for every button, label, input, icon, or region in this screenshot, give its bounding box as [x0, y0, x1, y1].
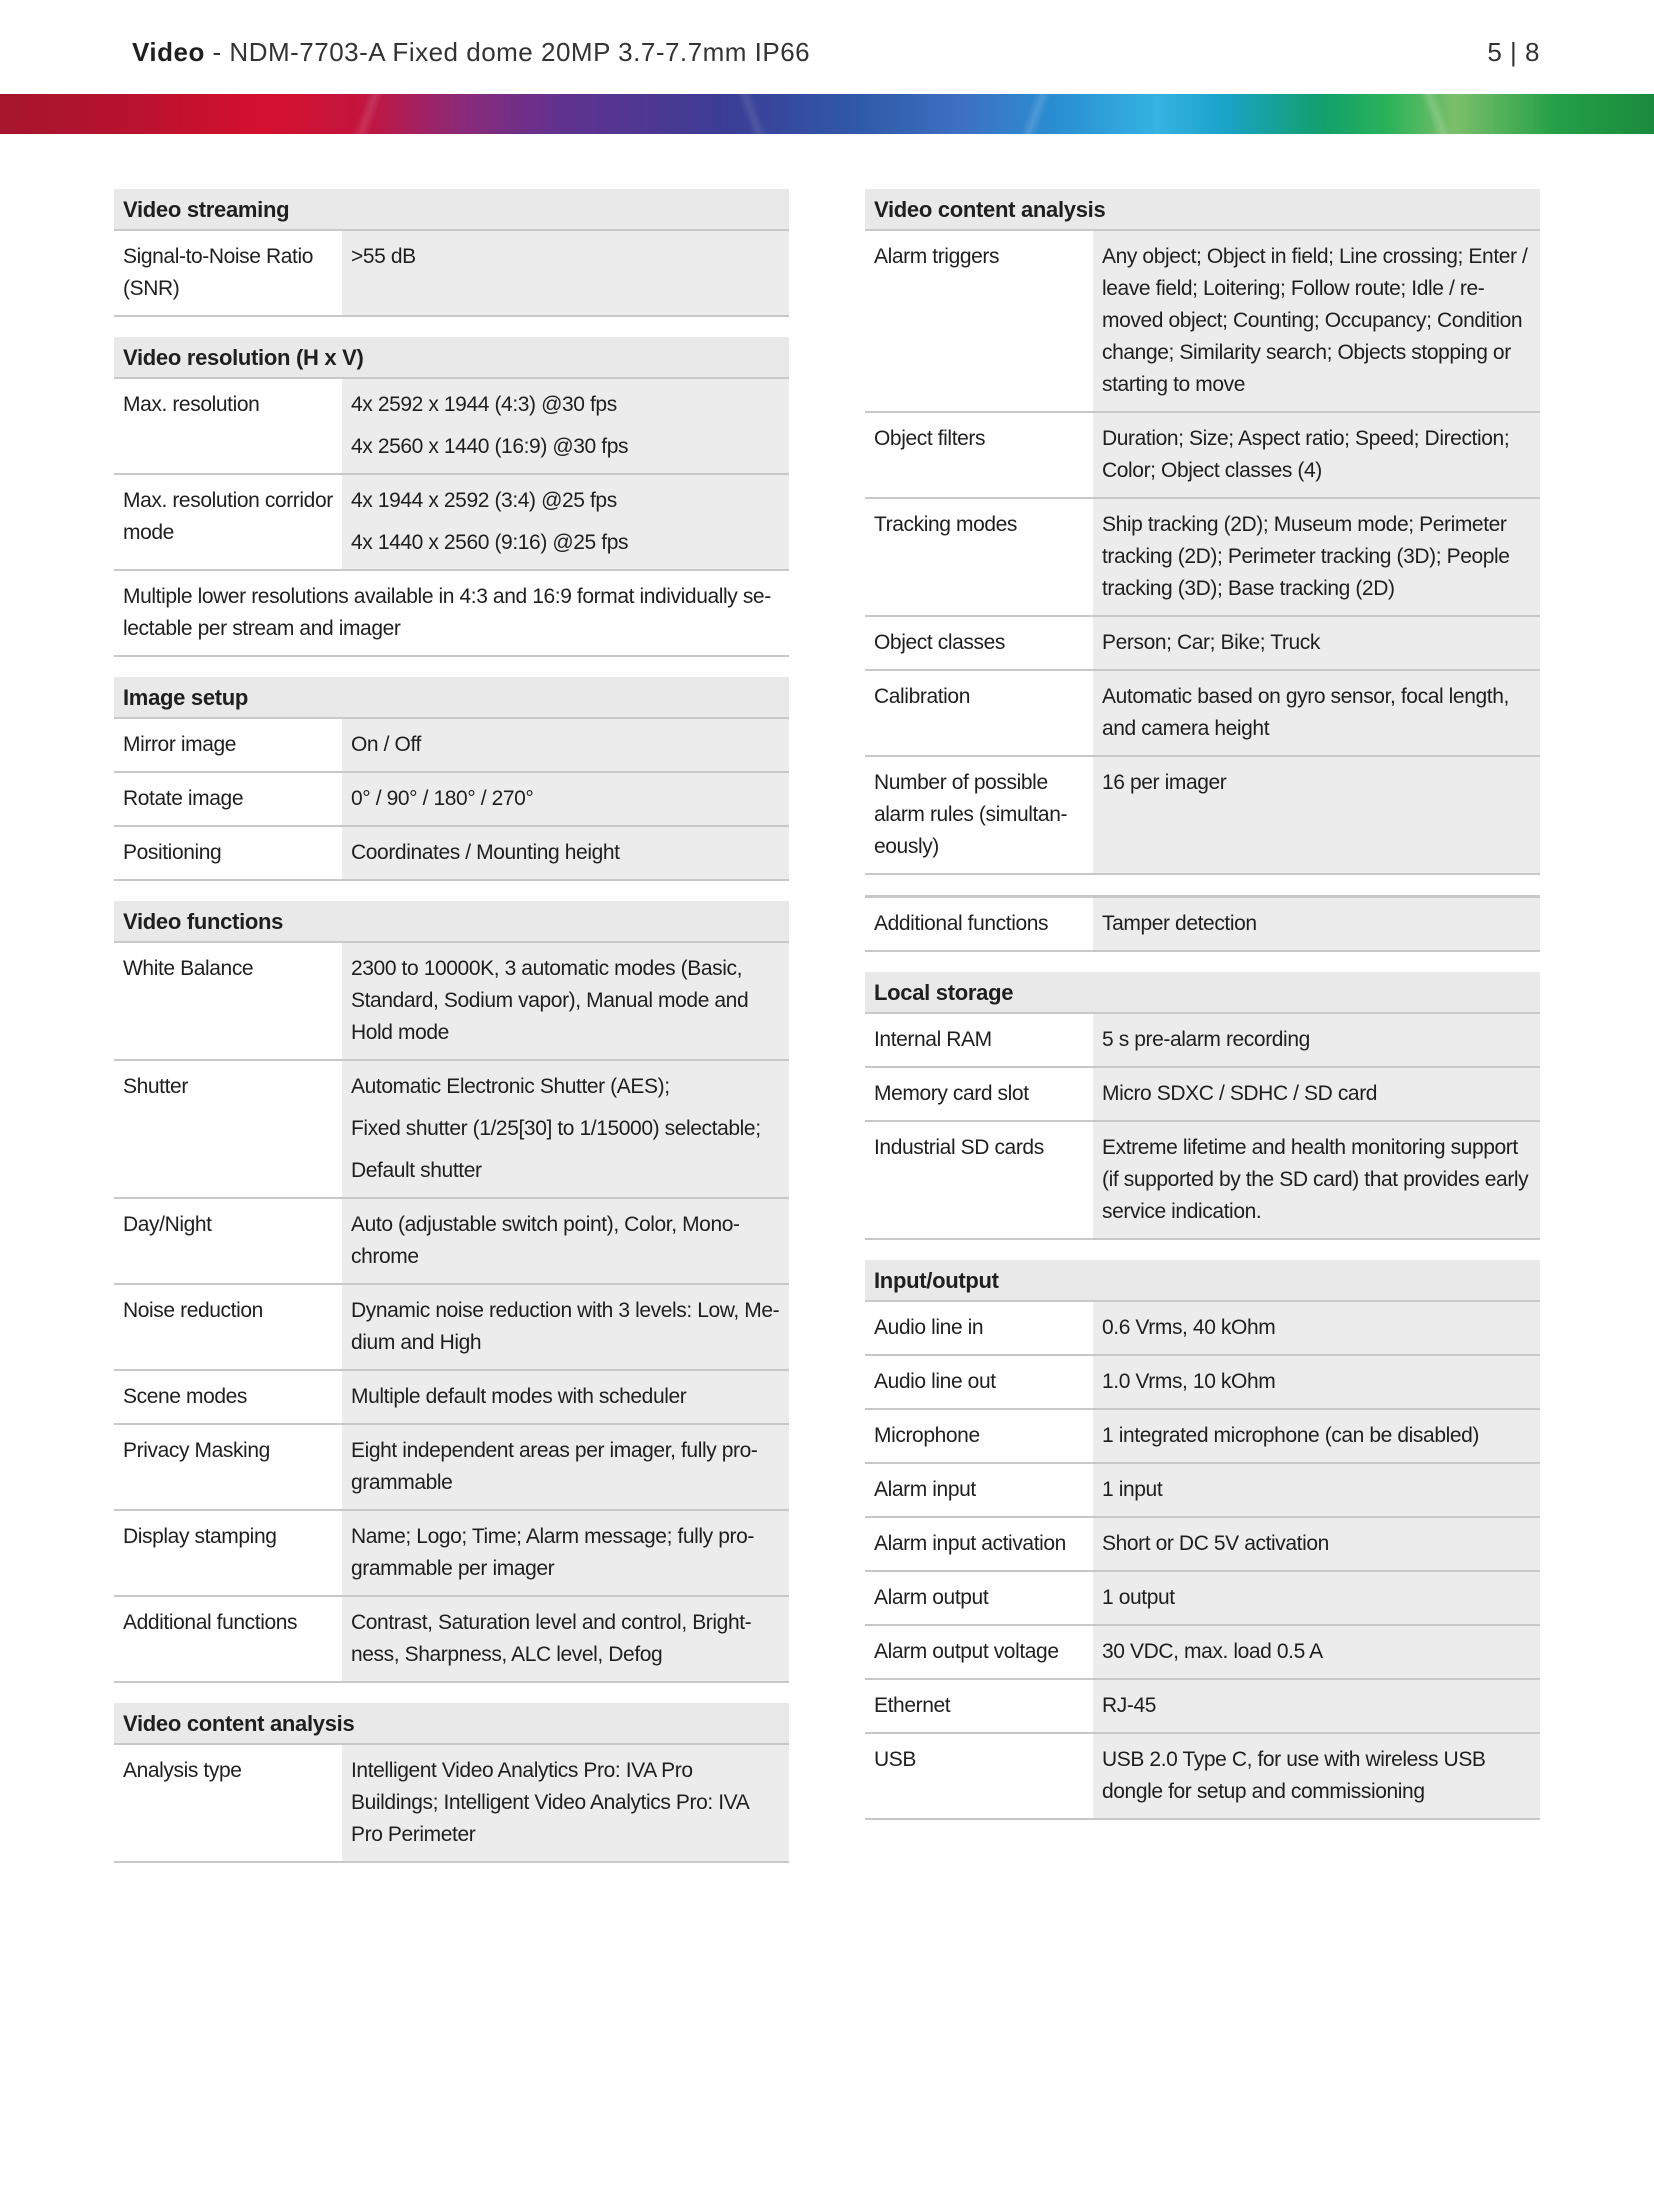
spec-row — [865, 1734, 1540, 1820]
spec-row — [114, 943, 789, 1061]
spec-label: Audio line out — [865, 1356, 1093, 1408]
spec-value — [342, 943, 789, 1059]
page-header — [132, 30, 1540, 74]
spec-value — [1093, 757, 1540, 873]
spec-row — [865, 1410, 1540, 1464]
spec-value-line: 1.0 Vrms, 10 kOhm — [1102, 1370, 1276, 1393]
spec-label: Shutter — [114, 1061, 342, 1197]
spec-value-line: Duration; Size; Aspect ratio; Speed; Direction; Color; Object classes (4) — [1102, 427, 1510, 482]
spec-value-line: On / Off — [351, 733, 421, 756]
spec-row — [114, 1285, 789, 1371]
spec-value-line: 1 output — [1102, 1586, 1175, 1609]
spec-value — [1093, 1068, 1540, 1120]
spec-label: Max. resolution — [114, 379, 342, 473]
spec-row — [865, 1122, 1540, 1240]
spec-value-line: Auto (adjustable switch point), Color, Mono-chrome — [351, 1213, 740, 1268]
spec-section-image-setup — [114, 677, 789, 881]
spec-value — [1093, 1680, 1540, 1732]
spec-row — [114, 773, 789, 827]
spec-value — [342, 827, 789, 879]
spec-label: Positioning — [114, 827, 342, 879]
spec-value-line: Dynamic noise reduction with 3 levels: Low, Me-dium and High — [351, 1299, 780, 1354]
spec-label: Internal RAM — [865, 1014, 1093, 1066]
spec-value — [1093, 413, 1540, 497]
spec-value — [342, 1199, 789, 1283]
section-heading: Video resolution (H x V) — [114, 337, 789, 379]
section-heading: Local storage — [865, 972, 1540, 1014]
title-product-name: - NDM-7703-A Fixed dome 20MP 3.7-7.7mm IP66 — [204, 36, 811, 67]
spec-row — [865, 1626, 1540, 1680]
spec-value — [1093, 499, 1540, 615]
spec-label: Display stamping — [114, 1511, 342, 1595]
spec-row — [865, 1068, 1540, 1122]
spec-label: Calibration — [865, 671, 1093, 755]
spec-value-line: Person; Car; Bike; Truck — [1102, 631, 1320, 654]
spec-label: Microphone — [865, 1410, 1093, 1462]
spec-section-video-streaming — [114, 189, 789, 317]
document-title — [132, 37, 810, 68]
spec-value-line: USB 2.0 Type C, for use with wireless USB dongle for setup and commissioning — [1102, 1748, 1486, 1803]
spec-row — [865, 1302, 1540, 1356]
spec-column-right — [865, 189, 1540, 1840]
spec-label: Memory card slot — [865, 1068, 1093, 1120]
spec-row — [114, 1511, 789, 1597]
spec-value — [342, 1061, 789, 1197]
spec-value-line: Tamper detection — [1102, 912, 1257, 935]
spec-value-line: RJ-45 — [1102, 1694, 1157, 1717]
spec-section-video-content-analysis — [865, 189, 1540, 875]
spec-value-line: 30 VDC, max. load 0.5 A — [1102, 1640, 1323, 1663]
spec-row — [865, 499, 1540, 617]
spec-value — [342, 1371, 789, 1423]
spec-value-line: Any object; Object in field; Line crossing; Enter / leave field; Loitering; Follow route; Idle / re-moved object; Counting; Occupancy; Condition change; Similarity search; Objects stopping or starting to move — [1102, 245, 1528, 396]
spec-row — [114, 1425, 789, 1511]
spec-label: Alarm triggers — [865, 231, 1093, 411]
spec-note-text: Multiple lower resolutions available in 4:3 and 16:9 format individually se-lectable per stream and imager — [114, 571, 789, 655]
spec-value — [342, 1285, 789, 1369]
spec-value-line: Default shutter — [351, 1159, 482, 1182]
spec-label: Mirror image — [114, 719, 342, 771]
page-number: 5 | 8 — [1487, 36, 1540, 67]
spec-label: USB — [865, 1734, 1093, 1818]
spec-section-video-resolution-h-x-v — [114, 337, 789, 657]
spec-label: Tracking modes — [865, 499, 1093, 615]
spec-label: Number of possible alarm rules (simultan-eously) — [865, 757, 1093, 873]
spec-value-line: Name; Logo; Time; Alarm message; fully pro-grammable per imager — [351, 1525, 754, 1580]
spec-value-line: Fixed shutter (1/25[30] to 1/15000) selectable; — [351, 1117, 761, 1140]
spec-value-line: Extreme lifetime and health monitoring support (if supported by the SD card) that provides early service indication. — [1102, 1136, 1529, 1223]
spec-label: White Balance — [114, 943, 342, 1059]
spec-row — [865, 1518, 1540, 1572]
spec-label: Additional functions — [865, 898, 1093, 950]
spec-label: Noise reduction — [114, 1285, 342, 1369]
spec-value — [342, 231, 789, 315]
spec-row — [114, 1745, 789, 1863]
spec-label: Industrial SD cards — [865, 1122, 1093, 1238]
spec-value-line: Contrast, Saturation level and control, Bright-ness, Sharpness, ALC level, Defog — [351, 1611, 752, 1666]
spec-value-line: Ship tracking (2D); Museum mode; Perimeter tracking (2D); Perimeter tracking (3D); People tracking (3D); Base tracking (2D) — [1102, 513, 1510, 600]
spec-value-line: Micro SDXC / SDHC / SD card — [1102, 1082, 1378, 1105]
spec-value — [342, 1597, 789, 1681]
spec-value-line: 1 input — [1102, 1478, 1163, 1501]
spec-value — [342, 1745, 789, 1861]
spec-label: Object classes — [865, 617, 1093, 669]
spec-value — [1093, 1302, 1540, 1354]
section-heading: Input/output — [865, 1260, 1540, 1302]
spec-value — [342, 719, 789, 771]
spec-section-video-functions — [114, 901, 789, 1683]
spec-value — [1093, 231, 1540, 411]
spec-value-line: >55 dB — [351, 245, 416, 268]
spec-value — [1093, 1626, 1540, 1678]
spec-row — [114, 827, 789, 881]
spec-row — [114, 231, 789, 317]
spec-label: Signal-to-Noise Ratio (SNR) — [114, 231, 342, 315]
spec-section-continued — [865, 895, 1540, 952]
spec-label: Alarm output — [865, 1572, 1093, 1624]
section-heading: Video functions — [114, 901, 789, 943]
spec-label: Analysis type — [114, 1745, 342, 1861]
spec-label: Ethernet — [865, 1680, 1093, 1732]
spec-row — [865, 1356, 1540, 1410]
spec-row — [114, 1371, 789, 1425]
spec-value-line: 0.6 Vrms, 40 kOhm — [1102, 1316, 1276, 1339]
spec-value — [342, 773, 789, 825]
spec-label: Max. resolution corridor mode — [114, 475, 342, 569]
spec-row — [114, 719, 789, 773]
spec-row — [865, 413, 1540, 499]
spec-column-left — [114, 189, 789, 1883]
spec-value-line: 4x 1944 x 2592 (3:4) @25 fps — [351, 489, 617, 512]
spec-value — [1093, 1014, 1540, 1066]
section-heading: Video content analysis — [865, 189, 1540, 231]
spec-value — [1093, 1518, 1540, 1570]
spec-value — [342, 379, 789, 473]
color-banner — [0, 94, 1654, 134]
spec-value-line: 1 integrated microphone (can be disabled) — [1102, 1424, 1480, 1447]
spec-note — [114, 571, 789, 657]
spec-row — [114, 1597, 789, 1683]
section-heading: Image setup — [114, 677, 789, 719]
spec-label: Privacy Masking — [114, 1425, 342, 1509]
spec-row — [114, 475, 789, 571]
spec-value-line: 2300 to 10000K, 3 automatic modes (Basic, Standard, Sodium vapor), Manual mode and Hold mode — [351, 957, 749, 1044]
spec-label: Scene modes — [114, 1371, 342, 1423]
spec-label: Alarm input activation — [865, 1518, 1093, 1570]
spec-label: Additional functions — [114, 1597, 342, 1681]
spec-row — [114, 1061, 789, 1199]
spec-row — [114, 1199, 789, 1285]
spec-value — [342, 475, 789, 569]
spec-section-local-storage — [865, 972, 1540, 1240]
section-heading: Video streaming — [114, 189, 789, 231]
spec-row — [865, 898, 1540, 952]
spec-row — [865, 1014, 1540, 1068]
spec-value-line: 0° / 90° / 180° / 270° — [351, 787, 534, 810]
spec-label: Day/Night — [114, 1199, 342, 1283]
spec-value — [1093, 1572, 1540, 1624]
spec-value — [1093, 617, 1540, 669]
spec-row — [865, 231, 1540, 413]
spec-row — [114, 379, 789, 475]
spec-value — [1093, 1410, 1540, 1462]
spec-label: Object filters — [865, 413, 1093, 497]
spec-value — [342, 1511, 789, 1595]
spec-value — [1093, 1464, 1540, 1516]
spec-row — [865, 1464, 1540, 1518]
spec-value-line: Short or DC 5V activation — [1102, 1532, 1329, 1555]
spec-section-input-output — [865, 1260, 1540, 1820]
spec-value-line: Intelligent Video Analytics Pro: IVA Pro Buildings; Intelligent Video Analytics Pro: IVA Pro Perimeter — [351, 1759, 749, 1846]
spec-value — [1093, 1122, 1540, 1238]
spec-label: Rotate image — [114, 773, 342, 825]
spec-value — [342, 1425, 789, 1509]
spec-value-line: 5 s pre-alarm recording — [1102, 1028, 1310, 1051]
spec-value-line: Eight independent areas per imager, fully pro-grammable — [351, 1439, 758, 1494]
spec-label: Alarm input — [865, 1464, 1093, 1516]
spec-row — [865, 1572, 1540, 1626]
spec-label: Audio line in — [865, 1302, 1093, 1354]
spec-value-line: Automatic Electronic Shutter (AES); — [351, 1075, 670, 1098]
spec-row — [865, 671, 1540, 757]
spec-value-line: 4x 2592 x 1944 (4:3) @30 fps — [351, 393, 617, 416]
spec-value-line: 4x 1440 x 2560 (9:16) @25 fps — [351, 531, 629, 554]
spec-value — [1093, 1356, 1540, 1408]
spec-value-line: 16 per imager — [1102, 771, 1227, 794]
spec-section-video-content-analysis — [114, 1703, 789, 1863]
spec-value — [1093, 1734, 1540, 1818]
spec-value-line: Multiple default modes with scheduler — [351, 1385, 687, 1408]
spec-row — [865, 1680, 1540, 1734]
spec-value-line: Coordinates / Mounting height — [351, 841, 620, 864]
spec-value-line: 4x 2560 x 1440 (16:9) @30 fps — [351, 435, 629, 458]
title-product-type: Video — [132, 36, 205, 67]
spec-value — [1093, 898, 1540, 950]
spec-row — [865, 617, 1540, 671]
spec-row — [865, 757, 1540, 875]
spec-value-line: Automatic based on gyro sensor, focal length, and camera height — [1102, 685, 1509, 740]
section-heading: Video content analysis — [114, 1703, 789, 1745]
spec-label: Alarm output voltage — [865, 1626, 1093, 1678]
spec-value — [1093, 671, 1540, 755]
